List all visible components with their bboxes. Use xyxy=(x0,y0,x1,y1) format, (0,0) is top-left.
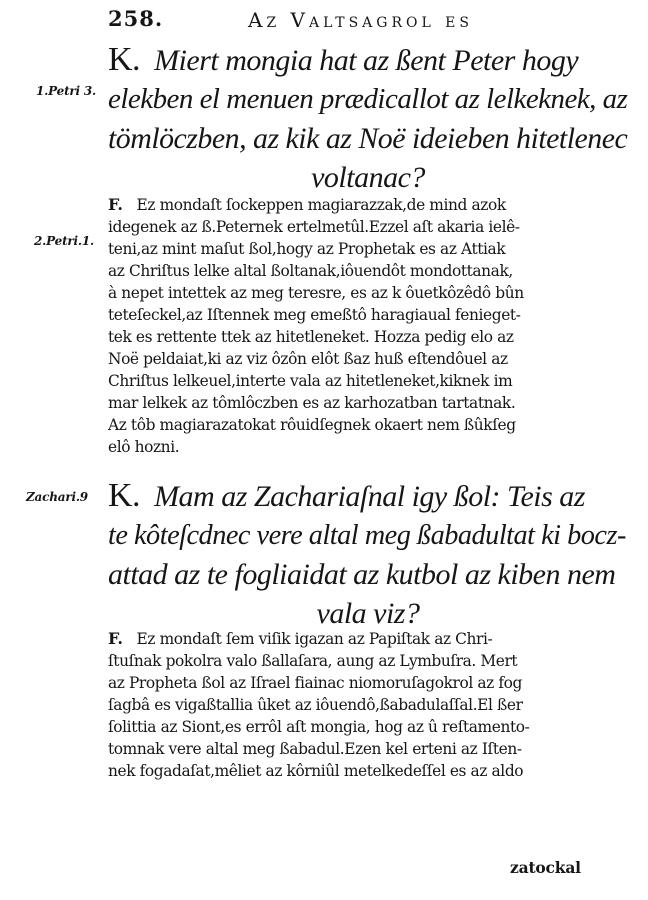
answer-line: az Propheta ßol az Iſrael fiainac niomoruſagokrol az fog xyxy=(108,674,522,692)
answer-line: à nepet intettek az meg teresre, es az k ôuetkôzêdô bûn xyxy=(108,284,524,302)
margin-note-zachari: Zachari.9 xyxy=(26,490,88,504)
question-line xyxy=(108,40,628,80)
answer-line: mar lelkek az tômlôczben es az karhozatban tartatnak. xyxy=(108,394,516,412)
catchword: zatockal xyxy=(510,858,581,877)
answer-line: teni,az mint maſut ßol,hogy az Prophetak es az Attiak xyxy=(108,240,506,258)
answer-text: Ez mondaſt ſem viſik igazan az Papiſtak az Chri- xyxy=(136,630,493,648)
margin-note-1-petri: 1.Petri 3. xyxy=(36,84,96,98)
question-1 xyxy=(108,40,628,197)
answer-line: tek es rettente ttek az hitetleneket. Hozza pedig elo az xyxy=(108,328,514,346)
question-line: te kôteſcdnec vere altal meg ßabadultat ki bocz- xyxy=(108,520,626,551)
question-marker: K. xyxy=(108,41,141,78)
answer-line: Noë peldaiat,ki az viz ôzôn elôt ßaz huß eſtendôuel az xyxy=(108,350,508,368)
question-2 xyxy=(108,476,628,633)
margin-note-2-petri: 2.Petri.1. xyxy=(34,234,94,248)
page-number: 258. xyxy=(108,6,164,31)
answer-line: Az tôb magiarazatokat rôuidſegnek okaert nem ßûkſeg xyxy=(108,416,516,434)
question-line: voltanac? xyxy=(311,161,425,194)
answer-line: ſagbâ es vigaßtallia ûket az iôuendô,ßabadulaſſal.El ßer xyxy=(108,696,523,714)
answer-line: elô hozni. xyxy=(108,438,180,456)
question-marker: K. xyxy=(108,477,141,514)
question-line: elekben el menuen prædicallot az lelkeknek, az xyxy=(108,83,628,115)
answer-line: az Chriſtus lelke altal ßoltanak,iôuendôt mondottanak, xyxy=(108,262,513,280)
answer-marker: F. xyxy=(108,195,123,214)
answer-text: Ez mondaſt ſockeppen magiarazzak,de mind azok xyxy=(136,196,506,214)
answer-line: Chriſtus lelkeuel,interte vala az hitetleneket,kiknek im xyxy=(108,372,513,390)
answer-line: ſtuſnak pokolra valo ßallaſara, aung az Lymbuſra. Mert xyxy=(108,652,518,670)
answer-line xyxy=(108,628,628,650)
answer-line xyxy=(108,194,628,216)
question-text: Miert mongia hat az ßent Peter hogy xyxy=(154,44,579,77)
answer-line: tomnak vere altal meg ßabadul.Ezen kel erteni az Iſten- xyxy=(108,740,522,758)
page-header xyxy=(108,4,628,38)
question-line xyxy=(108,476,628,516)
answer-line: teteſeckel,az Iſtennek meg emeßtô haragiaual fenieget- xyxy=(108,306,521,324)
question-line: attad az te fogliaidat az kutbol az kiben nem xyxy=(108,558,616,591)
question-line: vala viz? xyxy=(316,597,420,630)
question-line: tömlöczben, az kik az Noë ideieben hitetlenec xyxy=(108,122,628,155)
question-text: Mam az Zachariaſnal igy ßol: Teis az xyxy=(154,480,585,513)
answer-2 xyxy=(108,628,628,782)
answer-line: ſolittia az Siont,es errôl aſt mongia, hog az û reſtamento- xyxy=(108,718,530,736)
answer-line: nek fogadaſat,mêliet az kôrniûl metelkedeſſel es az aldo xyxy=(108,762,524,780)
answer-1 xyxy=(108,194,628,458)
answer-line: idegenek az ß.Peternek ertelmetûl.Ezzel aſt akaria ielê- xyxy=(108,218,520,236)
running-title: Az Valtsagrol es xyxy=(248,8,473,32)
answer-marker: F. xyxy=(108,629,123,648)
